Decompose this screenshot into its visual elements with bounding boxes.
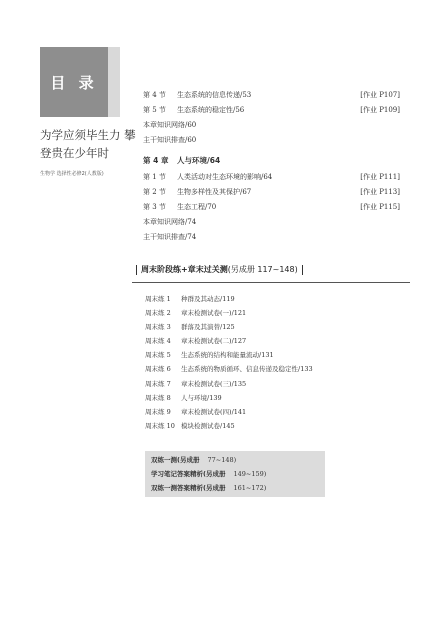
chapter-name: 人与环境/64	[177, 156, 221, 165]
drill-number: 周末练 5	[145, 351, 171, 360]
drill-number: 周末练 3	[145, 323, 171, 332]
toc-row[interactable]	[130, 103, 400, 118]
drill-name: 章末检测试卷(三)/135	[181, 379, 247, 388]
drill-number: 周末练 6	[145, 365, 171, 374]
chapter-number: 第 4 章	[143, 156, 169, 165]
homework-ref: [作业 P107]	[360, 91, 400, 99]
list-item[interactable]	[145, 377, 415, 391]
chapter-heading[interactable]	[130, 152, 400, 170]
drill-number: 周末练 4	[145, 337, 171, 346]
list-item[interactable]	[145, 306, 415, 320]
list-item[interactable]	[145, 391, 415, 405]
header-bar-right	[302, 265, 303, 275]
contents-heading: 目 录	[50, 73, 98, 92]
drill-number: 周末练 1	[145, 295, 171, 303]
answer-item[interactable]	[145, 467, 325, 481]
section-name: 人类活动对生态环境的影响/64	[177, 173, 273, 181]
section-divider	[132, 282, 410, 283]
drill-number: 周末练 10	[145, 421, 175, 430]
answer-box	[145, 451, 325, 497]
drill-number: 周末练 2	[145, 309, 171, 318]
contents-heading-box	[40, 47, 108, 117]
drill-name: 章末检测试卷(一)/121	[181, 309, 247, 318]
drill-name: 模块检测试卷/145	[181, 421, 235, 430]
toc-row[interactable]	[130, 170, 400, 185]
section-number: 第 3 节	[143, 203, 166, 211]
list-item[interactable]	[145, 419, 415, 433]
toc-item[interactable]: 本章知识网络/60	[143, 121, 197, 129]
answer-label: 双练一测(另成册	[151, 456, 200, 464]
list-item[interactable]	[145, 334, 415, 348]
homework-ref: [作业 P111]	[360, 173, 400, 181]
section-name: 生态系统的稳定性/56	[177, 106, 245, 114]
homework-ref: [作业 P109]	[360, 106, 400, 114]
heading-accent	[108, 47, 120, 117]
drill-name: 章末检测试卷(四)/141	[181, 407, 247, 416]
motto-text: 为学应须毕生力 攀登贵在少年时	[40, 128, 136, 160]
list-item[interactable]	[145, 348, 415, 362]
list-item[interactable]	[145, 320, 415, 334]
section-number: 第 1 节	[143, 173, 166, 181]
list-item[interactable]	[145, 405, 415, 419]
drill-name: 生态系统的结构和能量流动/131	[181, 351, 274, 360]
answer-range: 161~172)	[233, 484, 267, 492]
homework-ref: [作业 P115]	[360, 203, 400, 211]
answer-range: 149~159)	[233, 470, 267, 478]
drill-name: 人与环境/139	[181, 393, 222, 402]
homework-ref: [作业 P113]	[360, 188, 400, 196]
toc-row[interactable]	[130, 88, 400, 103]
toc-row[interactable]	[130, 200, 400, 215]
section-note: (另成册 117~148)	[227, 265, 298, 274]
drill-number: 周末练 7	[145, 379, 171, 388]
drill-name: 群落及其演替/125	[181, 323, 235, 332]
toc-item[interactable]: 主干知识排查/74	[143, 233, 197, 241]
section-header	[132, 264, 307, 275]
section-name: 生态系统的信息传递/53	[177, 91, 252, 99]
drill-name: 生态系统的物质循环、信息传递及稳定性/133	[181, 365, 313, 374]
toc-row[interactable]	[130, 185, 400, 200]
answer-label: 学习笔记答案精析(另成册	[151, 470, 226, 478]
answer-item[interactable]	[145, 453, 325, 467]
drill-list	[145, 292, 415, 433]
answer-range: 77~148)	[207, 456, 237, 464]
toc-item[interactable]: 主干知识排查/60	[143, 136, 197, 144]
drill-number: 周末练 8	[145, 393, 171, 402]
header-bar-left	[136, 265, 137, 275]
list-item[interactable]	[145, 362, 415, 376]
table-of-contents	[130, 88, 400, 245]
section-name: 生物多样性及其保护/67	[177, 188, 252, 196]
answer-item[interactable]	[145, 481, 325, 495]
section-number: 第 5 节	[143, 106, 166, 114]
section-title: 周末阶段练+章末过关测	[141, 265, 228, 274]
answer-label: 双练一测答案精析(另成册	[151, 484, 226, 492]
drill-name: 章末检测试卷(二)/127	[181, 337, 247, 346]
drill-name: 种群及其动态/119	[181, 295, 235, 303]
section-name: 生态工程/70	[177, 203, 217, 211]
book-subtitle: 生物学 选择性必修2(人教版)	[40, 171, 104, 177]
drill-number: 周末练 9	[145, 407, 171, 416]
toc-item[interactable]: 本章知识网络/74	[143, 218, 197, 226]
section-number: 第 4 节	[143, 91, 166, 99]
section-number: 第 2 节	[143, 188, 166, 196]
list-item[interactable]	[145, 292, 415, 306]
